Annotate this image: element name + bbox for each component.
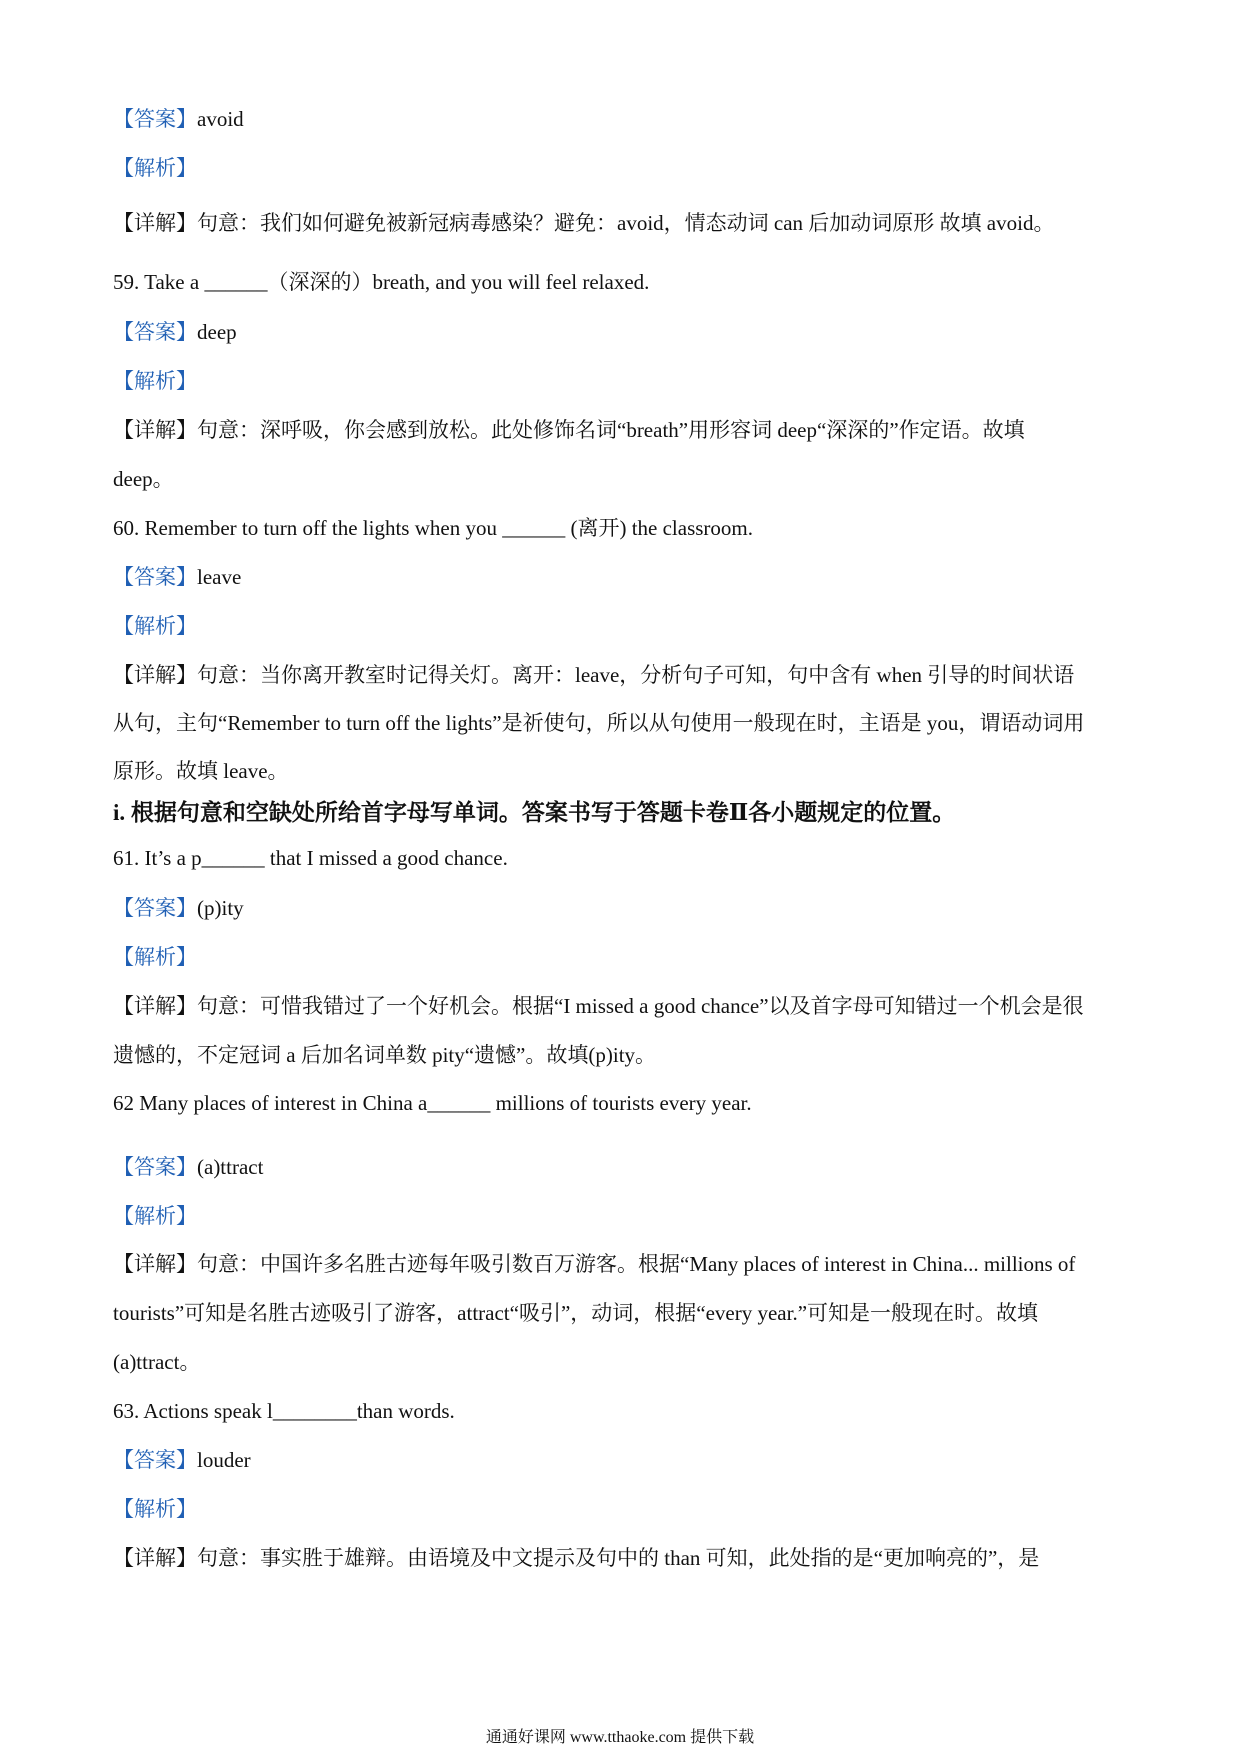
detail-60-cont	[113, 709, 1084, 737]
detail-text: 句意：中国许多名胜古迹每年吸引数百万游客。根据“Many places of interest in China... millions of	[197, 1252, 1076, 1276]
answer-text: louder	[197, 1448, 251, 1472]
detail-label: 【详解】	[113, 663, 197, 687]
analysis-label: 【解析】	[113, 1204, 197, 1228]
detail-text: tourists”可知是名胜古迹吸引了游客，attract“吸引”，动词，根据“every year.”可知是一般现在时。故填	[113, 1301, 1039, 1325]
detail-text: 句意：深呼吸，你会感到放松。此处修饰名词“breath”用形容词 deep“深深的”作定语。故填	[197, 418, 1025, 442]
detail-text: deep。	[113, 467, 174, 491]
answer-label: 【答案】	[113, 320, 197, 344]
answer-text: leave	[197, 565, 242, 589]
answer-58	[113, 105, 244, 133]
question-text: 59. Take a ______（深深的）breath, and you will feel relaxed.	[113, 270, 650, 294]
answer-text: (p)ity	[197, 896, 244, 920]
question-text: 62 Many places of interest in China a______ millions of tourists every year.	[113, 1091, 752, 1115]
analysis-label: 【解析】	[113, 1497, 197, 1521]
detail-text: 句意：事实胜于雄辩。由语境及中文提示及句中的 than 可知，此处指的是“更加响亮的”，是	[197, 1546, 1040, 1570]
question-text: 63. Actions speak l________than words.	[113, 1399, 455, 1423]
answer-text: deep	[197, 320, 237, 344]
detail-60-cont2	[113, 757, 289, 785]
detail-62-cont2	[113, 1348, 200, 1376]
detail-label: 【详解】	[113, 211, 197, 235]
detail-59-cont	[113, 465, 174, 493]
detail-58	[113, 209, 1054, 237]
detail-text: 句意：我们如何避免被新冠病毒感染？避免：avoid，情态动词 can 后加动词原形 故填 avoid。	[197, 211, 1055, 235]
answer-59	[113, 318, 237, 346]
answer-61	[113, 894, 244, 922]
detail-label: 【详解】	[113, 418, 197, 442]
answer-label: 【答案】	[113, 896, 197, 920]
analysis-label: 【解析】	[113, 156, 197, 180]
page-footer: 通通好课网 www.tthaoke.com 提供下载	[485, 1729, 755, 1746]
question-61	[113, 844, 508, 872]
detail-62	[113, 1250, 1075, 1278]
analysis-61	[113, 943, 197, 971]
question-59	[113, 268, 649, 296]
question-60	[113, 514, 753, 542]
analysis-60	[113, 612, 197, 640]
detail-label: 【详解】	[113, 1546, 197, 1570]
detail-59	[113, 416, 1025, 444]
detail-text: 句意：当你离开教室时记得关灯。离开：leave，分析句子可知，句中含有 when 引导的时间状语	[197, 663, 1075, 687]
detail-text: 从句，主句“Remember to turn off the lights”是祈使句，所以从句使用一般现在时，主语是 you，谓语动词用	[113, 711, 1085, 735]
answer-label: 【答案】	[113, 1155, 197, 1179]
answer-label: 【答案】	[113, 565, 197, 589]
analysis-label: 【解析】	[113, 614, 197, 638]
detail-60	[113, 661, 1074, 689]
detail-61-cont	[113, 1041, 656, 1069]
analysis-62	[113, 1202, 197, 1230]
question-62	[113, 1089, 752, 1117]
detail-62-cont	[113, 1299, 1038, 1327]
detail-61	[113, 992, 1084, 1020]
answer-text: (a)ttract	[197, 1155, 264, 1179]
answer-text: avoid	[197, 107, 244, 131]
detail-text: 句意：可惜我错过了一个好机会。根据“I missed a good chance”以及首字母可知错过一个机会是很	[197, 994, 1084, 1018]
section-heading-text: i. 根据句意和空缺处所给首字母写单词。答案书写于答题卡卷Ⅱ各小题规定的位置。	[113, 800, 956, 825]
analysis-58	[113, 154, 197, 182]
question-text: 61. It’s a p______ that I missed a good chance.	[113, 846, 508, 870]
question-text: 60. Remember to turn off the lights when you ______ (离开) the classroom.	[113, 516, 754, 540]
detail-label: 【详解】	[113, 994, 197, 1018]
detail-63	[113, 1544, 1039, 1572]
detail-text: (a)ttract。	[113, 1350, 201, 1374]
analysis-label: 【解析】	[113, 369, 197, 393]
answer-label: 【答案】	[113, 1448, 197, 1472]
analysis-label: 【解析】	[113, 945, 197, 969]
answer-60	[113, 563, 241, 591]
detail-label: 【详解】	[113, 1252, 197, 1276]
question-63	[113, 1397, 455, 1425]
analysis-63	[113, 1495, 197, 1523]
detail-text: 原形。故填 leave。	[113, 759, 289, 783]
answer-62	[113, 1153, 263, 1181]
answer-63	[113, 1446, 251, 1474]
detail-text: 遗憾的，不定冠词 a 后加名词单数 pity“遗憾”。故填(p)ity。	[113, 1043, 657, 1067]
analysis-59	[113, 367, 197, 395]
answer-label: 【答案】	[113, 107, 197, 131]
section-heading	[113, 799, 955, 827]
